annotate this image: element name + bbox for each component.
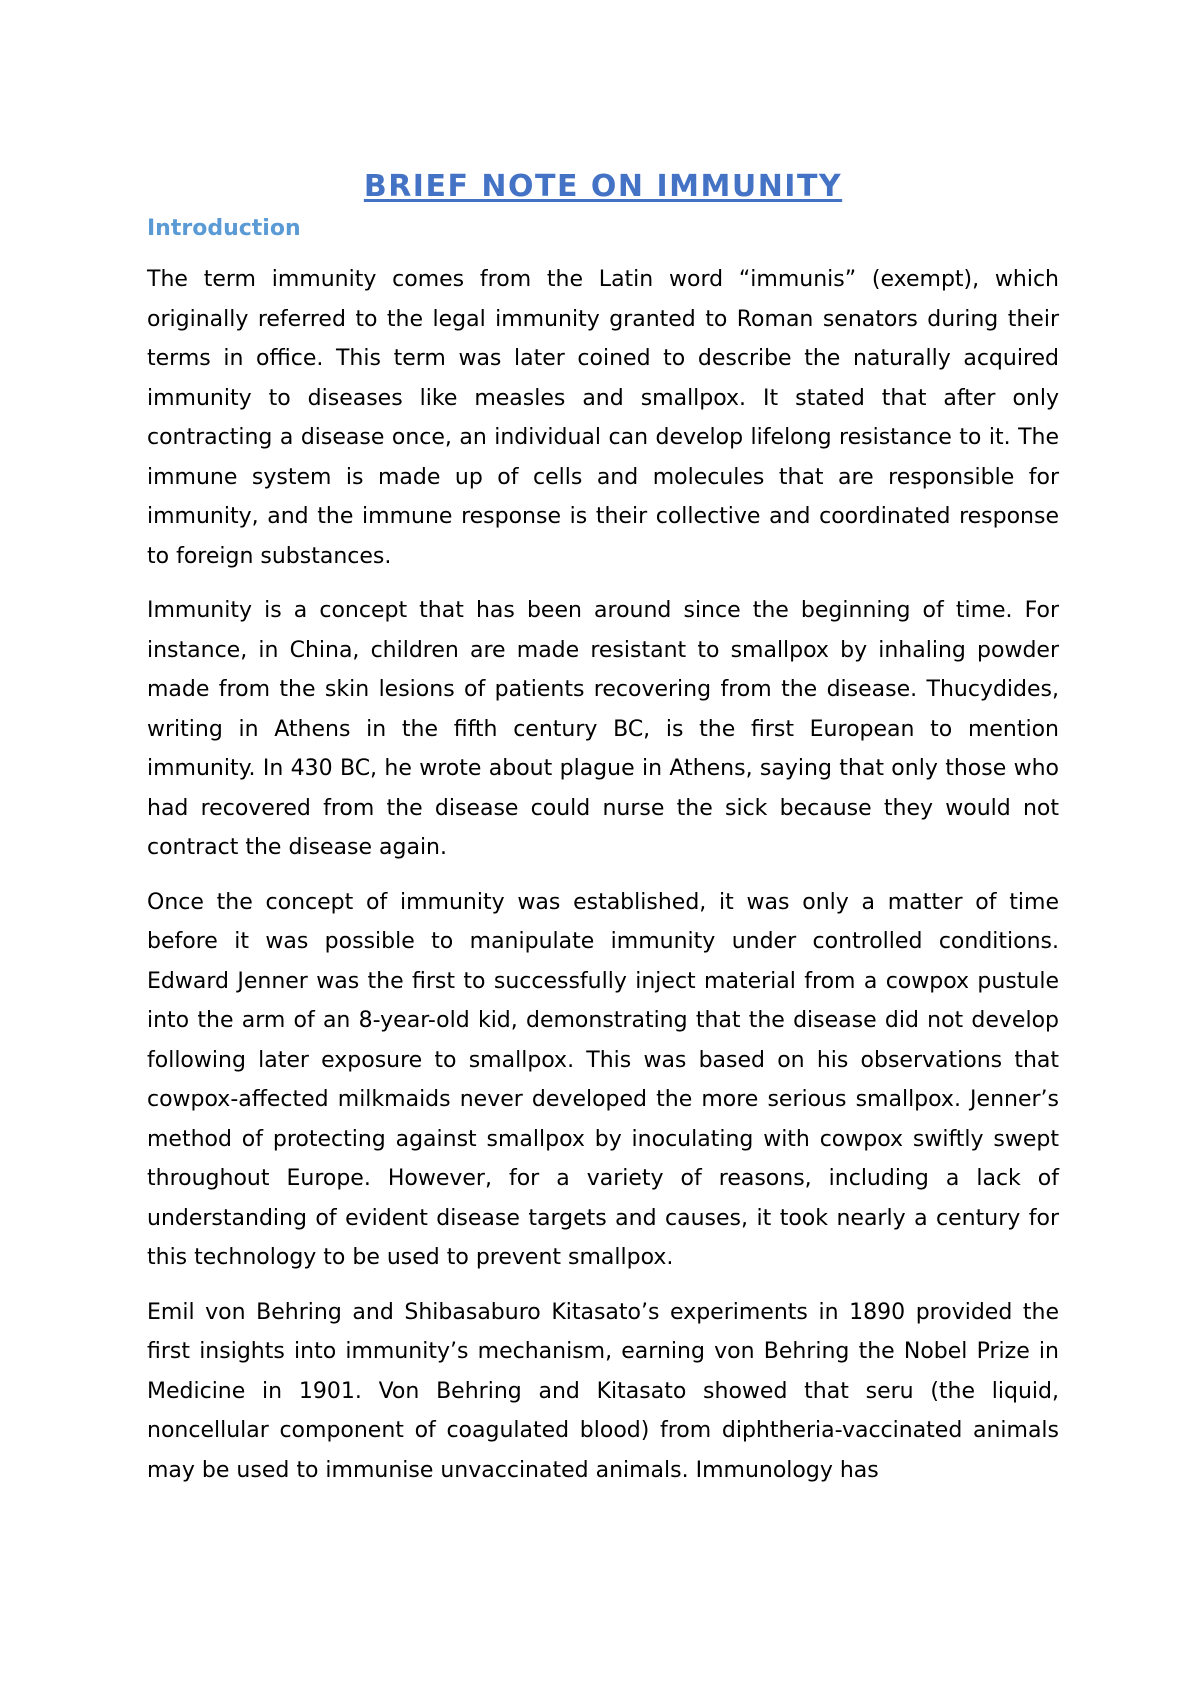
section-heading-introduction: Introduction [147,216,301,241]
page-title: BRIEF NOTE ON IMMUNITY [363,169,843,204]
paragraph-3: Once the concept of immunity was established, it was only a matter of time before it was possible to manipulate immunity under controlled conditions. Edward Jenner was the first to successfully inject material from a cowpox pustule into the arm of an 8-year-old kid, demonstrating that the disease did not develop following later exposure to smallpox. This was based on his observations that cowpox-affected milkmaids never developed the more serious smallpox. Jenner’s method of protecting against smallpox by inoculating with cowpox swiftly swept throughout Europe. However, for a variety of reasons, including a lack of understanding of evident disease targets and causes, it took nearly a century for this technology to be used to prevent smallpox. [147,889,1059,1270]
document-body [147,168,1059,1505]
paragraph-2: Immunity is a concept that has been around since the beginning of time. For instance, in China, children are made resistant to smallpox by inhaling powder made from the skin lesions of patients recovering from the disease. Thucydides, writing in Athens in the fifth century BC, is the first European to mention immunity. In 430 BC, he wrote about plague in Athens, saying that only those who had recovered from the disease could nurse the sick because they would not contract the disease again. [147,598,1059,860]
paragraph-4: Emil von Behring and Shibasaburo Kitasato’s experiments in 1890 provided the first insights into immunity’s mechanism, earning von Behring the Nobel Prize in Medicine in 1901. Von Behring and Kitasato showed that seru (the liquid, noncellular component of coagulated blood) from diphtheria-vaccinated animals may be used to immunise unvaccinated animals. Immunology has [147,1299,1059,1483]
paragraph-1: The term immunity comes from the Latin word “immunis” (exempt), which originally referred to the legal immunity granted to Roman senators during their terms in office. This term was later coined to describe the naturally acquired immunity to diseases like measles and smallpox. It stated that after only contracting a disease once, an individual can develop lifelong resistance to it. The immune system is made up of cells and molecules that are responsible for immunity, and the immune response is their collective and coordinated response to foreign substances. [147,267,1059,569]
